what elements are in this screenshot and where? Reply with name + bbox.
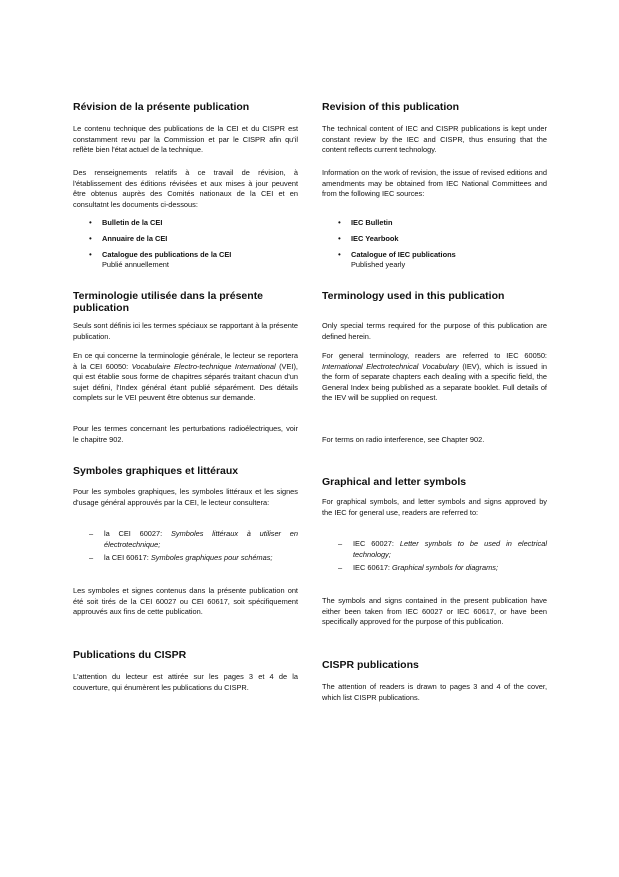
- revision-paragraph-2-en: Information on the work of revision, the issue of revised editions and amendments may be obtained from IEC National Committees and from the following IEC sources:: [322, 168, 547, 199]
- list-item: – la CEI 60617: Symboles graphiques pour schémas;: [89, 553, 273, 563]
- revision-heading-fr: Révision de la présente publication: [73, 101, 250, 113]
- list-item: • IEC Yearbook: [338, 234, 399, 244]
- cispr-heading-fr: Publications du CISPR: [73, 649, 187, 661]
- dash-icon: –: [338, 539, 343, 548]
- terminology-paragraph-1-en: Only special terms required for the purpose of this publication are defined herein.: [322, 321, 547, 341]
- revision-paragraph-2-fr: Des renseignements relatifs à ce travail de révision, à l'établissement des éditions révisées et aux mises à jour peuvent être obtenus auprès des Comités nationaux de la CEI et en consultatnt les documents ci-dessous:: [73, 168, 298, 209]
- bullet-icon: •: [89, 234, 92, 244]
- list-item: – IEC 60027: Letter symbols to be used in electrical technology;: [338, 539, 547, 559]
- terminology-paragraph-2-fr: En ce qui concerne la terminologie générale, le lecteur se reportera à la CEI 60050: Vocabulaire Electro-technique International (VEI), qui est établie sous forme de chapitres séparés traitant chacun d'un sujet défini, l'Index général étant publié séparément. Des détails complets sur le VEI peuvent être obtenus sur demande.: [73, 351, 298, 403]
- symbols-list-fr: [73, 529, 298, 567]
- terminology-paragraph-3-fr: Pour les termes concernant les perturbations radioélectriques, voir le chapitre 902.: [73, 424, 298, 444]
- terminology-heading-en: Terminology used in this publication: [322, 290, 505, 302]
- revision-paragraph-1-fr: Le contenu technique des publications de la CEI et du CISPR est constamment revu par la Commission et par le CISPR afin qu'il reflète bien l'état actuel de la technique.: [73, 124, 298, 155]
- dash-icon: –: [89, 553, 94, 563]
- list-item: • Annuaire de la CEI: [89, 234, 168, 244]
- terminology-paragraph-2-en: For general terminology, readers are referred to IEC 60050: International Electrotechnical Vocabulary (IEV), which is issued in the form of separate chapters each dealing with a specific field, the General Index being published as a separate booklet. Full details of the IEV will be supplied on request.: [322, 351, 547, 403]
- bullet-icon: •: [338, 218, 341, 227]
- symbols-paragraph-2-en: The symbols and signs contained in the present publication have either been taken from IEC 60027 or IEC 60617, or have been specifically approved for the purpose of this publication.: [322, 596, 547, 627]
- sources-list-fr: [73, 218, 298, 276]
- list-item: – la CEI 60027: Symboles littéraux à utiliser en électrotechnique;: [89, 529, 298, 549]
- cispr-paragraph-en: The attention of readers is drawn to pages 3 and 4 of the cover, which list CISPR publications.: [322, 682, 547, 702]
- bullet-icon: •: [338, 250, 341, 260]
- sources-list-en: [322, 218, 547, 276]
- bullet-icon: •: [338, 234, 341, 244]
- bullet-icon: •: [89, 218, 92, 227]
- terminology-heading-fr: Terminologie utilisée dans la présente publication: [73, 290, 264, 314]
- symbols-heading-fr: Symboles graphiques et littéraux: [73, 465, 239, 477]
- symbols-paragraph-1-fr: Pour les symboles graphiques, les symboles littéraux et les signes d'usage général approuvés par la CEI, le lecteur consultera:: [73, 487, 298, 507]
- cispr-heading-en: CISPR publications: [322, 659, 419, 671]
- list-item: • Catalogue of IEC publications Published yearly: [338, 250, 456, 269]
- symbols-list-en: [322, 539, 547, 577]
- terminology-paragraph-1-fr: Seuls sont définis ici les termes spéciaux se rapportant à la présente publication.: [73, 321, 298, 341]
- symbols-paragraph-1-en: For graphical symbols, and letter symbols and signs approved by the IEC for general use, readers are referred to:: [322, 497, 547, 517]
- symbols-paragraph-2-fr: Les symboles et signes contenus dans la présente publication ont été soit tirés de la CEI 60027 ou CEI 60617, soit spécifiquement approuvés aux fins de cette publication.: [73, 586, 298, 617]
- dash-icon: –: [89, 529, 94, 538]
- list-item: • Catalogue des publications de la CEI Publié annuellement: [89, 250, 232, 269]
- dash-icon: –: [338, 563, 343, 573]
- symbols-heading-en: Graphical and letter symbols: [322, 476, 467, 488]
- list-item: – IEC 60617: Graphical symbols for diagrams;: [338, 563, 499, 573]
- terminology-paragraph-3-en: For terms on radio interference, see Chapter 902.: [322, 435, 485, 444]
- cispr-paragraph-fr: L'attention du lecteur est attirée sur les pages 3 et 4 de la couverture, qui énumèrent les publications du CISPR.: [73, 672, 298, 692]
- list-item: • IEC Bulletin: [338, 218, 393, 227]
- revision-heading-en: Revision of this publication: [322, 101, 460, 113]
- list-item: • Bulletin de la CEI: [89, 218, 163, 227]
- revision-paragraph-1-en: The technical content of IEC and CISPR publications is kept under constant review by the IEC and CISPR, thus ensuring that the content reflects current technology.: [322, 124, 547, 155]
- bullet-icon: •: [89, 250, 92, 260]
